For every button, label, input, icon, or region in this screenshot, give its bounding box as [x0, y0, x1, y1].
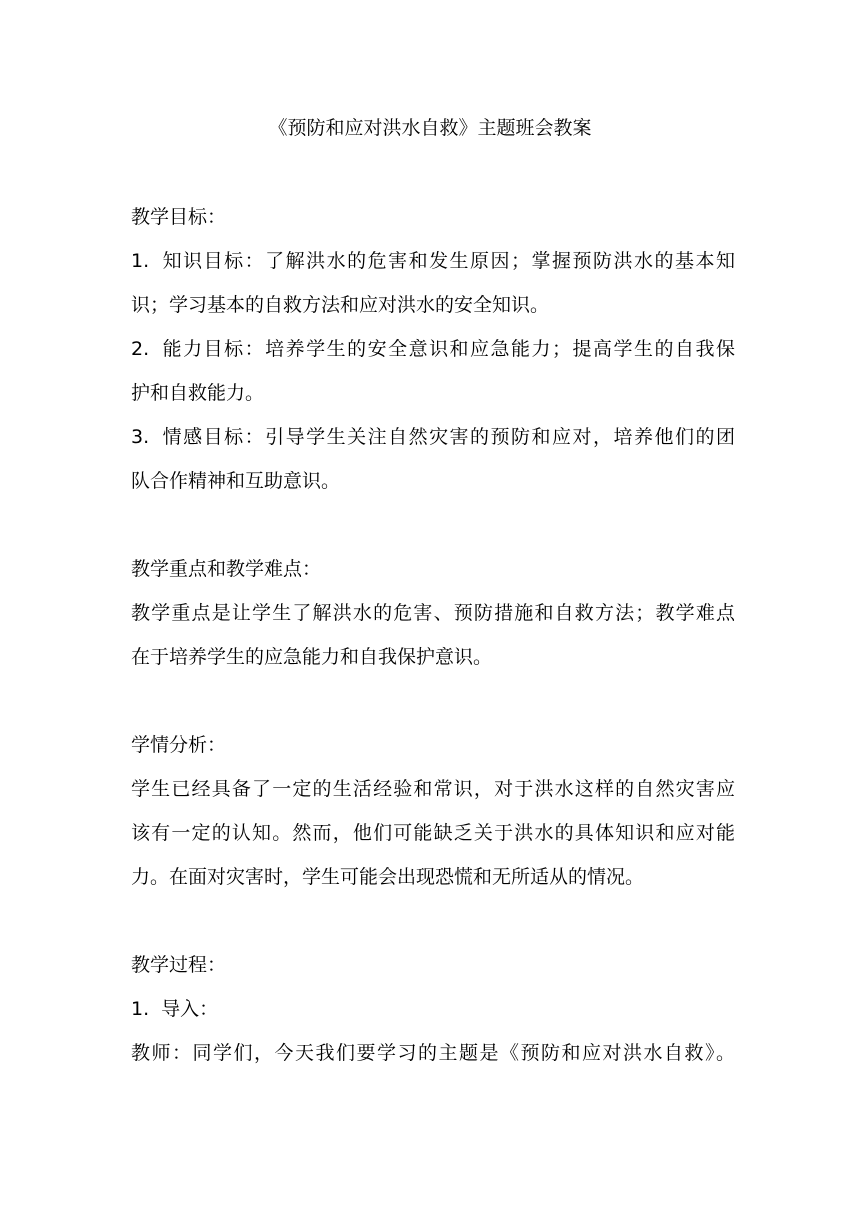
analysis-heading: 学情分析：	[131, 734, 227, 756]
objective-2-text-1: 能力目标：培养学生的安全意识和应急能力；提高学生的自我保	[161, 338, 735, 360]
objective-1-line-1	[131, 245, 735, 289]
process-step-1-number: 1.	[131, 998, 150, 1020]
objective-1-text-1: 知识目标：了解洪水的危害和发生原因；掌握预防洪水的基本知	[161, 250, 735, 272]
section-spacer	[131, 905, 735, 949]
objective-3-line-1	[131, 421, 735, 465]
process-teacher-line: 教师：同学们，今天我们要学习的主题是《预防和应对洪水自救》。	[131, 1042, 735, 1064]
key-points-text-1: 教学重点是让学生了解洪水的危害、预防措施和自救方法；教学难点	[131, 602, 735, 624]
section-spacer	[131, 685, 735, 729]
objective-2-text-2: 护和自救能力。	[131, 382, 265, 404]
section-spacer	[131, 509, 735, 553]
process-step-1	[131, 993, 735, 1037]
key-points-text-2: 在于培养学生的应急能力和自我保护意识。	[131, 646, 493, 668]
objective-3-text-2: 队合作精神和互助意识。	[131, 470, 341, 492]
objective-2-number: 2.	[131, 338, 150, 360]
analysis-text-3: 力。在面对灾害时，学生可能会出现恐慌和无所适从的情况。	[131, 866, 645, 888]
objectives-heading: 教学目标：	[131, 206, 227, 228]
document-body	[131, 201, 735, 1081]
objective-3-text-1: 情感目标：引导学生关注自然灾害的预防和应对，培养他们的团	[161, 426, 735, 448]
objective-3-number: 3.	[131, 426, 150, 448]
analysis-text-2: 该有一定的认知。然而，他们可能缺乏关于洪水的具体知识和应对能	[131, 822, 735, 844]
objective-1-text-2: 识；学习基本的自救方法和应对洪水的安全知识。	[131, 294, 550, 316]
objective-2-line-1	[131, 333, 735, 377]
key-points-heading: 教学重点和教学难点：	[131, 558, 322, 580]
objective-1-number: 1.	[131, 250, 150, 272]
analysis-text-1: 学生已经具备了一定的生活经验和常识，对于洪水这样的自然灾害应	[131, 778, 735, 800]
document-title: 《预防和应对洪水自救》主题班会教案	[268, 117, 592, 139]
process-heading: 教学过程：	[131, 954, 227, 976]
process-step-1-label: 导入：	[161, 998, 219, 1020]
